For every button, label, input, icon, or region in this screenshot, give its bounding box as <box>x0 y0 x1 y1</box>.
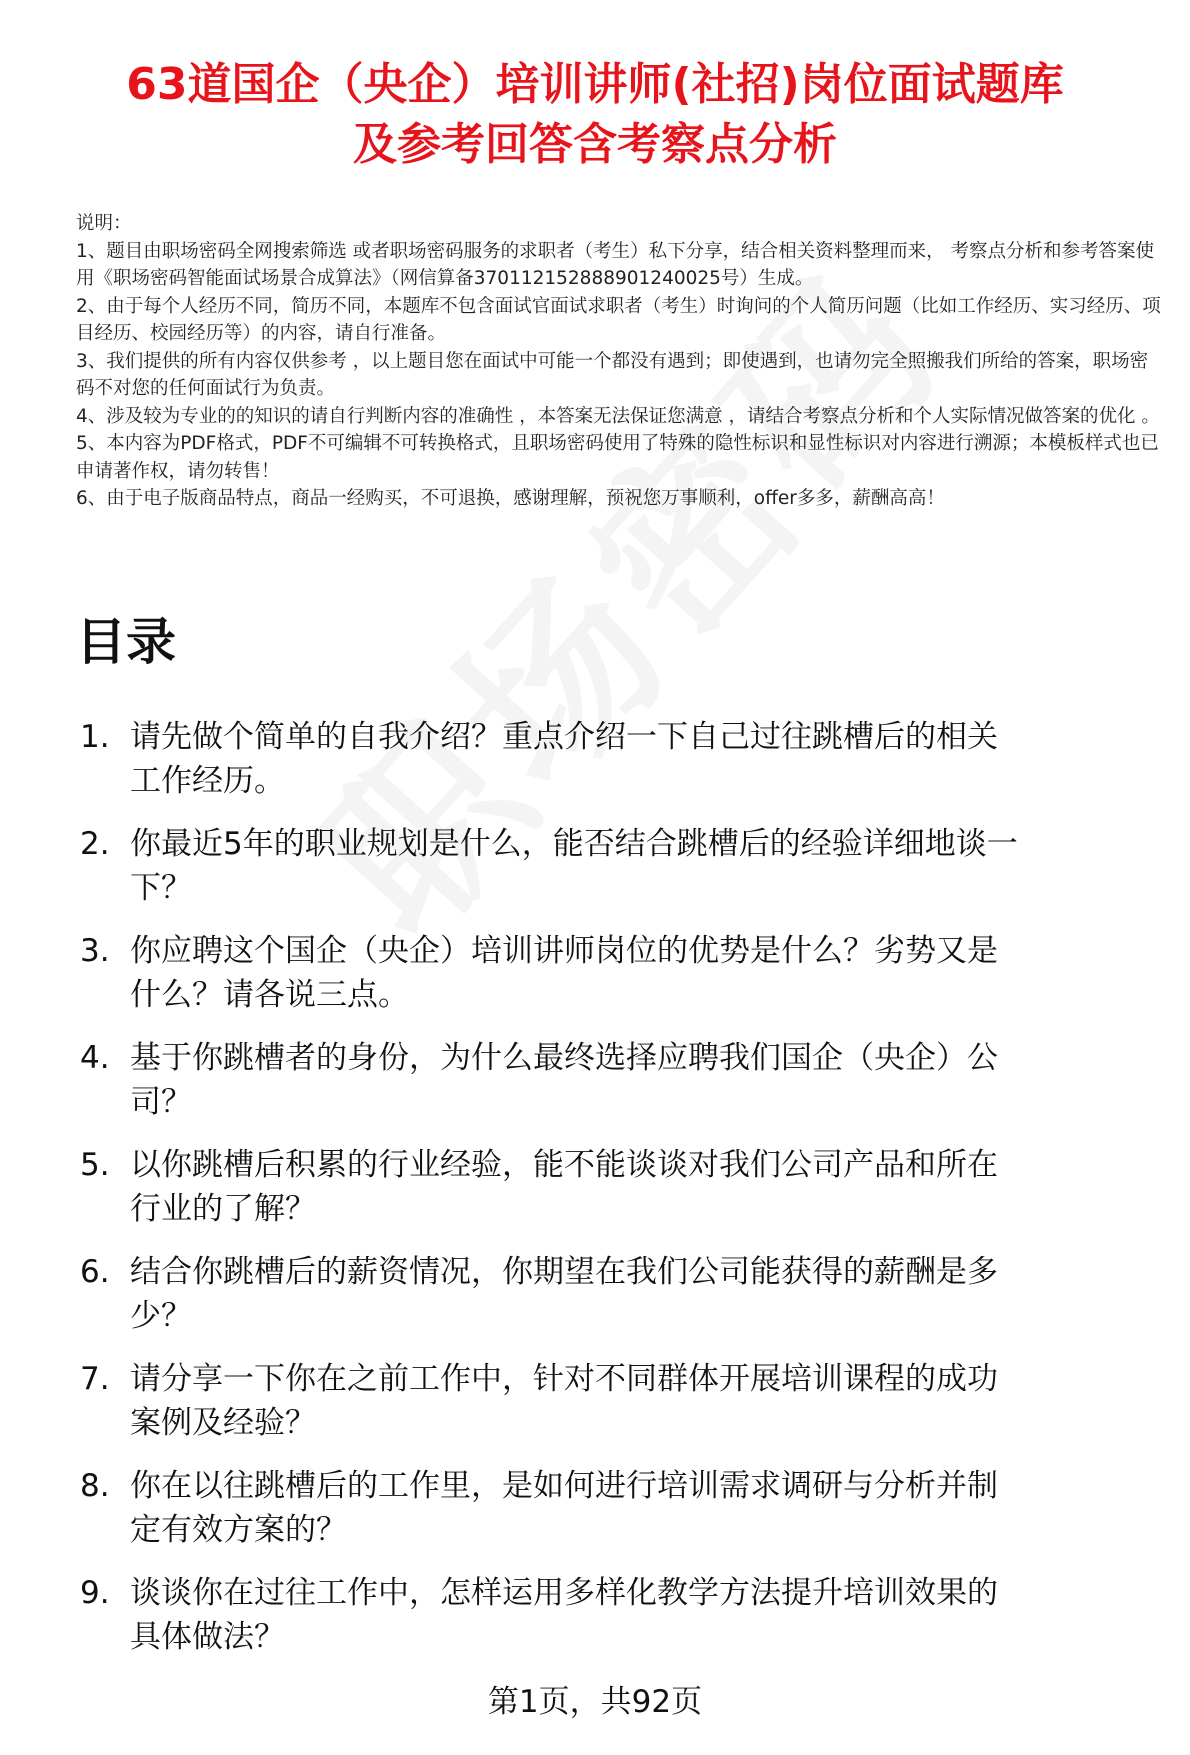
toc-item-text-line-2: 下？ <box>130 870 192 906</box>
notes-section <box>76 210 1166 513</box>
toc-item-number: 1. <box>80 719 110 755</box>
toc-item-6[interactable] <box>76 1250 1166 1338</box>
document-title-line-1: 63道国企（央企）培训讲师(社招)岗位面试题库 <box>126 59 1064 110</box>
toc-item-number: 9. <box>80 1575 110 1611</box>
toc-item-number: 2. <box>80 826 110 862</box>
notes-heading: 说明： <box>76 213 132 234</box>
toc-item-4[interactable] <box>76 1036 1166 1124</box>
toc-item-text-line-2: 具体做法？ <box>130 1619 285 1655</box>
note-item: 4、涉及较为专业的的知识的请自行判断内容的准确性 ，本答案无法保证您满意 ，请结合考察点分析和个人实际情况做答案的优化 。 <box>76 405 1160 427</box>
toc-item-2[interactable] <box>76 822 1166 910</box>
toc-item-number: 3. <box>80 933 110 969</box>
toc-heading: 目录 <box>76 613 176 671</box>
toc-item-1[interactable] <box>76 715 1166 803</box>
toc-item-text-line-2: 定有效方案的？ <box>130 1512 347 1548</box>
toc-item-number: 8. <box>80 1468 110 1504</box>
toc-item-text-line-1: 请先做个简单的自我介绍？重点介绍一下自己过往跳槽后的相关 <box>130 719 998 755</box>
toc-list <box>76 715 1166 1678</box>
toc-item-text-line-1: 基于你跳槽者的身份，为什么最终选择应聘我们国企（央企）公 <box>130 1040 998 1076</box>
toc-item-number: 7. <box>80 1361 110 1397</box>
toc-item-number: 6. <box>80 1254 110 1290</box>
document-title-line-2: 及参考回答含考察点分析 <box>353 119 837 170</box>
note-item: 1、题目由职场密码全网搜索筛选 或者职场密码服务的求职者（考生）私下分享，结合相关资料整理而来， 考察点分析和参考答案使用《职场密码智能面试场景合成算法》（网信算备370112152888901240025号）生成。 <box>76 240 1155 289</box>
toc-item-5[interactable] <box>76 1143 1166 1231</box>
toc-item-text-line-1: 你应聘这个国企（央企）培训讲师岗位的优势是什么？劣势又是 <box>130 933 998 969</box>
toc-item-text-line-2: 行业的了解？ <box>130 1191 316 1227</box>
toc-item-text-line-1: 你在以往跳槽后的工作里，是如何进行培训需求调研与分析并制 <box>130 1468 998 1504</box>
page-number-footer: 第1页，共92页 <box>487 1684 703 1720</box>
toc-item-text-line-2: 司？ <box>130 1084 192 1120</box>
toc-item-9[interactable] <box>76 1571 1166 1659</box>
toc-item-number: 4. <box>80 1040 110 1076</box>
toc-item-text-line-1: 请分享一下你在之前工作中，针对不同群体开展培训课程的成功 <box>130 1361 998 1397</box>
toc-item-7[interactable] <box>76 1357 1166 1445</box>
toc-item-text-line-2: 工作经历。 <box>130 763 285 799</box>
note-item: 3、我们提供的所有内容仅供参考 ，以上题目您在面试中可能一个都没有遇到；即使遇到，也请勿完全照搬我们所给的答案，职场密码不对您的任何面试行为负责。 <box>76 350 1149 399</box>
toc-item-text-line-1: 你最近5年的职业规划是什么，能否结合跳槽后的经验详细地谈一 <box>130 826 1018 862</box>
toc-item-number: 5. <box>80 1147 110 1183</box>
toc-item-text-line-1: 以你跳槽后积累的行业经验，能不能谈谈对我们公司产品和所在 <box>130 1147 998 1183</box>
note-item: 2、由于每个人经历不同，简历不同，本题库不包含面试官面试求职者（考生）时询问的个人简历问题（比如工作经历、实习经历、项目经历、校园经历等）的内容，请自行准备。 <box>76 295 1161 344</box>
toc-item-text-line-2: 什么？请各说三点。 <box>130 977 409 1013</box>
toc-item-text-line-1: 谈谈你在过往工作中，怎样运用多样化教学方法提升培训效果的 <box>130 1575 998 1611</box>
note-item: 6、由于电子版商品特点，商品一经购买，不可退换，感谢理解，预祝您万事顺利，offer多多，薪酬高高！ <box>76 488 945 509</box>
toc-item-8[interactable] <box>76 1464 1166 1552</box>
toc-item-3[interactable] <box>76 929 1166 1017</box>
toc-item-text-line-2: 案例及经验？ <box>130 1405 316 1441</box>
toc-item-text-line-1: 结合你跳槽后的薪资情况，你期望在我们公司能获得的薪酬是多 <box>130 1254 998 1290</box>
note-item: 5、本内容为PDF格式，PDF不可编辑不可转换格式，且职场密码使用了特殊的隐性标识和显性标识对内容进行溯源；本模板样式也已申请著作权，请勿转售！ <box>76 433 1159 482</box>
toc-item-text-line-2: 少？ <box>130 1298 192 1334</box>
